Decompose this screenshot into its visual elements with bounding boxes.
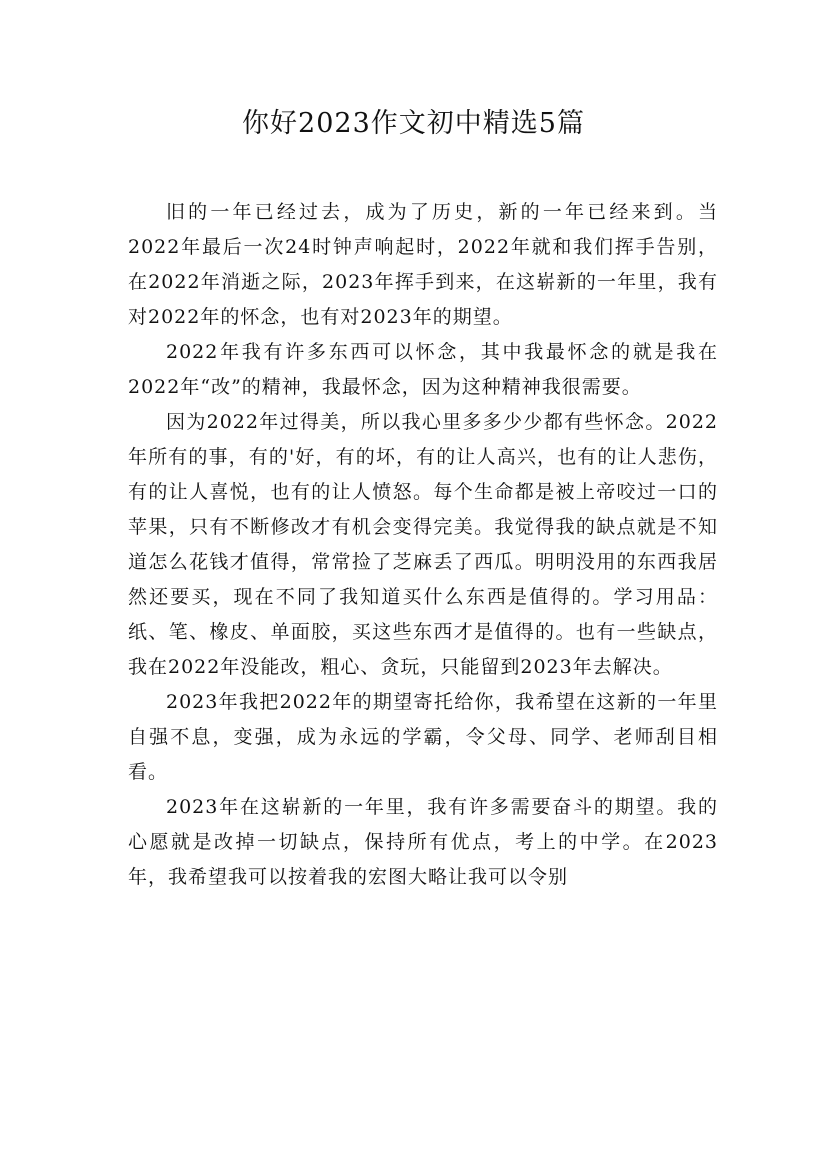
paragraph-1: 旧的一年已经过去，成为了历史，新的一年已经来到。当2022年最后一次24时钟声响起时，2022年就和我们挥手告别，在2022年消逝之际，2023年挥手到来，在这崭新的一年里，我有对2022年的怀念，也有对2023年的期望。: [128, 201, 718, 328]
paragraph-4: 2023年我把2022年的期望寄托给你，我希望在这新的一年里自强不息，变强，成为永远的学霸，令父母、同学、老师刮目相看。: [128, 691, 718, 783]
paragraph-3: 因为2022年过得美，所以我心里多多少少都有些怀念。2022年所有的事，有的'好，有的坏，有的让人高兴，也有的让人悲伤，有的让人喜悦，也有的让人愤怒。每个生命都是被上帝咬过一口的苹果，只有不断修改才有机会变得完美。我觉得我的缺点就是不知道怎么花钱才值得，常常捡了芝麻丢了西瓜。明明没用的东西我居然还要买，现在不同了我知道买什么东西是值得的。学习用品：纸、笔、橡皮、单面胶，买这些东西才是值得的。也有一些缺点，我在2022年没能改，粗心、贪玩，只能留到2023年去解决。: [128, 411, 718, 678]
paragraph-5: 2023年在这崭新的一年里，我有许多需要奋斗的期望。我的心愿就是改掉一切缺点，保持所有优点，考上的中学。在2023年，我希望我可以按着我的宏图大略让我可以令别: [128, 796, 718, 888]
paragraph-2: 2022年我有许多东西可以怀念，其中我最怀念的就是我在2022年“改”的精神，我最怀念，因为这种精神我很需要。: [128, 341, 718, 398]
document-title: 你好2023作文初中精选5篇: [242, 108, 585, 139]
document-body: [128, 195, 718, 895]
